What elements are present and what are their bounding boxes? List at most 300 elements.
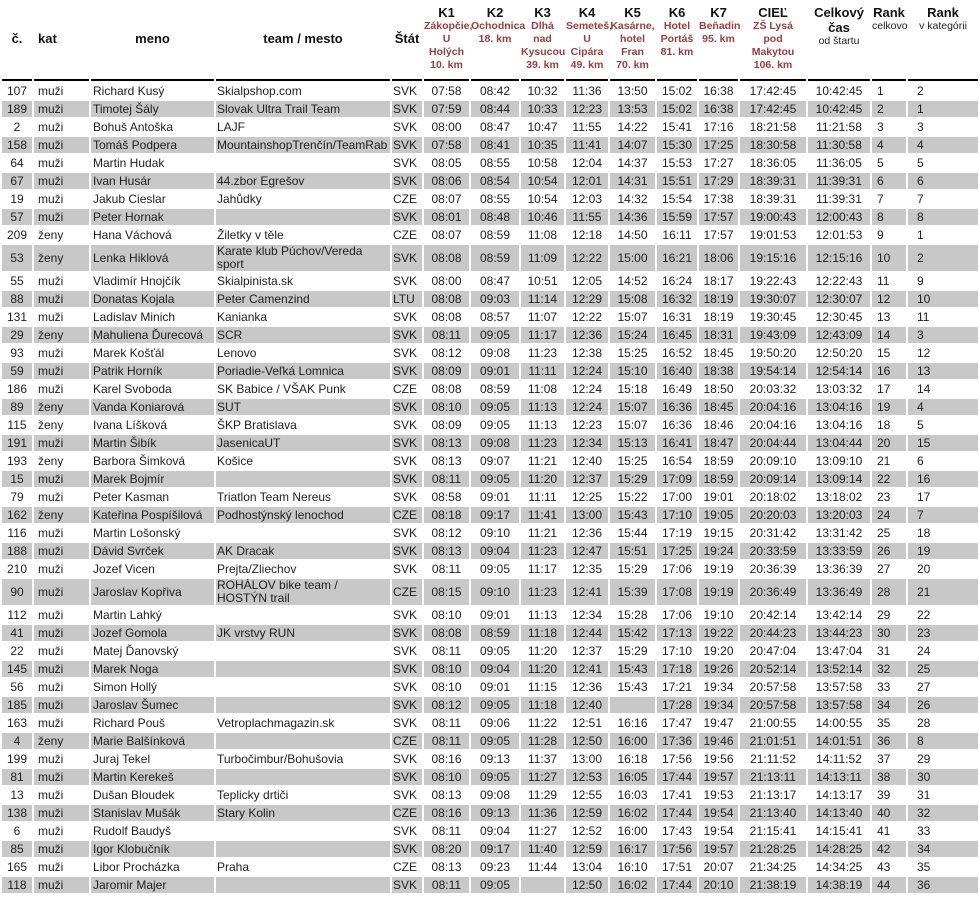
cell-k1: 08:12 <box>431 525 462 540</box>
cell-team <box>216 525 390 541</box>
cell-rank-kategoria: 26 <box>908 697 978 713</box>
cell-kat: muži <box>38 119 64 134</box>
cell-rank-kategoria: 18 <box>917 525 931 540</box>
cell-k2: 09:05 <box>471 769 519 785</box>
cell-k7: 19:57 <box>699 769 738 785</box>
cell-k7: 20:07 <box>703 859 734 874</box>
cell-rank-kategoria: 1 <box>917 227 924 242</box>
cell-celkovy: 12:22:43 <box>815 273 863 288</box>
column-header-stat <box>392 2 422 81</box>
cell-meno: Richard Kusý <box>93 83 165 98</box>
cell-k4: 12:05 <box>571 273 603 288</box>
cell-ciel: 19:30:07 <box>740 291 806 307</box>
cell-rank-celkovo: 16 <box>872 363 906 379</box>
cell-k4: 12:40 <box>571 453 603 468</box>
cell-k4: 12:24 <box>566 399 608 415</box>
cell-k5 <box>610 697 655 713</box>
cell-kat: muži <box>38 273 64 288</box>
cell-k6: 17:44 <box>657 877 697 893</box>
cell-team: Karate klub Púchov/Vereda sport <box>216 245 390 271</box>
cell-team: Poriadie-Veľká Lomnica <box>216 363 390 379</box>
cell-ciel: 20:47:04 <box>749 643 797 658</box>
cell-team <box>216 607 390 623</box>
cell-cislo: 22 <box>10 643 24 658</box>
cell-ciel: 18:30:58 <box>740 137 806 153</box>
cell-stat: SVK <box>393 273 418 288</box>
cell-k2: 08:57 <box>479 309 511 324</box>
cell-kat: muži <box>38 823 64 838</box>
cell-celkovy: 13:04:44 <box>808 435 870 451</box>
cell-celkovy: 12:00:43 <box>808 209 870 225</box>
cell-kat: ženy <box>34 733 89 749</box>
cell-k2: 09:04 <box>479 823 511 838</box>
cell-k6: 15:02 <box>657 101 697 117</box>
cell-team <box>216 209 390 225</box>
cell-k5: 15:29 <box>610 471 655 487</box>
cell-rank-kategoria: 25 <box>908 661 978 677</box>
cell-cislo: 90 <box>2 579 32 605</box>
cell-celkovy: 14:15:41 <box>815 823 863 838</box>
cell-celkovy: 13:31:42 <box>815 525 863 540</box>
cell-cislo: 64 <box>10 155 24 170</box>
cell-rank-celkovo: 35 <box>877 715 891 730</box>
column-distance: 39. km <box>526 59 559 71</box>
column-subtitle: Semeteš, U Cipára <box>566 20 613 58</box>
cell-k6: 17:28 <box>657 697 697 713</box>
cell-k2: 09:10 <box>471 579 519 605</box>
cell-k2: 08:55 <box>479 155 511 170</box>
cell-stat: SVK <box>393 787 418 802</box>
cell-rank-kategoria: 3 <box>917 119 924 134</box>
cell-k4: 12:47 <box>566 543 608 559</box>
cell-k6: 16:52 <box>661 345 693 360</box>
cell-rank-kategoria: 8 <box>908 209 978 225</box>
cell-k6: 15:54 <box>661 191 693 206</box>
cell-k6: 17:36 <box>657 733 697 749</box>
cell-k2: 09:06 <box>479 715 511 730</box>
cell-k3: 11:18 <box>521 697 564 713</box>
cell-meno: Stanislav Mušák <box>91 805 214 821</box>
cell-rank-celkovo: 22 <box>872 471 906 487</box>
cell-ciel: 20:09:10 <box>749 453 797 468</box>
table-row <box>2 435 978 451</box>
cell-k5: 16:05 <box>610 769 655 785</box>
cell-kat: muži <box>34 805 89 821</box>
cell-k7: 19:47 <box>703 715 734 730</box>
cell-k7: 17:38 <box>703 191 734 206</box>
cell-ciel: 20:44:23 <box>740 625 806 641</box>
column-distance: 81. km <box>660 46 694 58</box>
cell-rank-celkovo: 2 <box>872 101 906 117</box>
cell-rank-celkovo: 44 <box>872 877 906 893</box>
cell-k5: 15:24 <box>610 327 655 343</box>
cell-k4: 12:22 <box>571 309 603 324</box>
cell-ciel: 21:00:55 <box>749 715 797 730</box>
cell-rank-kategoria: 23 <box>908 625 978 641</box>
cell-k2: 09:05 <box>471 877 519 893</box>
cell-celkovy: 10:42:45 <box>808 101 870 117</box>
cell-celkovy: 10:42:45 <box>815 83 863 98</box>
cell-rank-celkovo: 41 <box>877 823 891 838</box>
cell-team: Peter Camenzind <box>216 291 390 307</box>
cell-ciel: 20:04:16 <box>740 399 806 415</box>
cell-kat: muži <box>34 841 89 857</box>
cell-team <box>216 733 390 749</box>
cell-k7: 16:38 <box>699 101 738 117</box>
cell-k1: 08:15 <box>424 579 469 605</box>
column-subtitle: Ochodnica <box>471 20 526 32</box>
cell-k2: 08:47 <box>479 273 511 288</box>
cell-k7: 17:16 <box>703 119 734 134</box>
cell-meno: Jakub Cieslar <box>93 191 166 206</box>
cell-celkovy: 13:03:32 <box>815 381 863 396</box>
cell-ciel: 18:36:05 <box>749 155 797 170</box>
cell-cislo: 88 <box>2 291 32 307</box>
cell-k7: 19:19 <box>699 579 738 605</box>
cell-k3: 10:46 <box>521 209 564 225</box>
cell-k6: 15:53 <box>661 155 693 170</box>
cell-stat: CZE <box>392 733 422 749</box>
cell-k3: 10:58 <box>527 155 558 170</box>
cell-k6: 17:51 <box>661 859 693 874</box>
cell-kat: muži <box>38 859 64 874</box>
cell-k1: 08:09 <box>431 417 462 432</box>
cell-cislo: 59 <box>2 363 32 379</box>
cell-rank-kategoria: 15 <box>908 435 978 451</box>
cell-k3: 11:08 <box>527 227 558 242</box>
column-header-rank-kategoria <box>908 2 978 81</box>
cell-kat: ženy <box>34 399 89 415</box>
cell-rank-celkovo: 8 <box>872 209 906 225</box>
cell-k2: 09:01 <box>479 607 511 622</box>
cell-celkovy: 14:00:55 <box>815 715 863 730</box>
cell-k1: 08:12 <box>431 345 462 360</box>
table-row <box>2 525 978 541</box>
cell-k4: 12:36 <box>566 327 608 343</box>
cell-rank-celkovo: 33 <box>877 679 891 694</box>
cell-k7: 17:57 <box>699 209 738 225</box>
cell-celkovy: 12:54:14 <box>808 363 870 379</box>
cell-stat: SVK <box>392 327 422 343</box>
cell-cislo: 41 <box>2 625 32 641</box>
cell-cislo: 193 <box>6 453 28 468</box>
cell-ciel: 20:42:14 <box>749 607 797 622</box>
cell-k5: 14:50 <box>617 227 648 242</box>
cell-k5: 15:13 <box>610 435 655 451</box>
column-header-k5 <box>610 2 655 81</box>
cell-k4: 12:23 <box>571 417 603 432</box>
cell-meno: Martin Šibík <box>91 435 214 451</box>
column-distance: 95. km <box>702 33 735 45</box>
column-header-meno <box>91 2 214 81</box>
cell-k4: 12:29 <box>566 291 608 307</box>
cell-k3: 10:54 <box>521 173 564 189</box>
cell-team: ŠKP Bratislava <box>217 417 297 432</box>
cell-kat: ženy <box>34 327 89 343</box>
cell-k7: 18:31 <box>699 327 738 343</box>
column-subtitle: Kasárne, hotel Fran <box>610 20 655 58</box>
cell-celkovy: 14:13:40 <box>808 805 870 821</box>
cell-meno: Patrik Horník <box>91 363 214 379</box>
cell-k1: 08:11 <box>424 471 469 487</box>
cell-k5: 15:29 <box>617 561 648 576</box>
cell-rank-kategoria: 11 <box>917 309 930 324</box>
cell-meno: Marek Košťál <box>93 345 165 360</box>
cell-kat: muži <box>34 291 89 307</box>
cell-k2: 09:04 <box>471 543 519 559</box>
cell-k7: 18:06 <box>699 245 738 271</box>
cell-k3: 11:20 <box>521 471 564 487</box>
cell-k1: 08:11 <box>424 733 469 749</box>
table-row <box>2 733 978 749</box>
cell-k2: 09:05 <box>479 561 511 576</box>
cell-rank-celkovo: 3 <box>877 119 884 134</box>
table-row <box>2 209 978 225</box>
cell-ciel: 20:36:49 <box>740 579 806 605</box>
cell-meno: Jaromir Majer <box>91 877 214 893</box>
table-row <box>2 859 978 875</box>
column-header-celkovy <box>808 2 870 81</box>
cell-k3: 11:13 <box>527 607 558 622</box>
cell-rank-celkovo: 40 <box>872 805 906 821</box>
cell-k1: 08:10 <box>424 769 469 785</box>
cell-k3: 11:17 <box>521 327 564 343</box>
cell-stat: SVK <box>392 877 422 893</box>
cell-celkovy: 11:39:31 <box>808 173 870 189</box>
cell-k3: 11:36 <box>521 805 564 821</box>
cell-kat: muži <box>38 751 64 766</box>
cell-k7: 17:25 <box>699 137 738 153</box>
cell-stat: SVK <box>393 715 418 730</box>
cell-celkovy: 13:42:14 <box>815 607 863 622</box>
cell-ciel: 21:13:11 <box>740 769 806 785</box>
cell-k3 <box>521 877 564 893</box>
cell-meno: Matej Ďanovský <box>93 643 179 658</box>
cell-k3: 11:22 <box>527 715 558 730</box>
cell-celkovy: 14:13:11 <box>808 769 870 785</box>
cell-cislo: 163 <box>6 715 28 730</box>
cell-k7: 19:20 <box>703 643 734 658</box>
cell-k3: 11:23 <box>521 543 564 559</box>
table-row <box>2 417 978 433</box>
table-row <box>2 137 978 153</box>
cell-k5: 16:02 <box>610 877 655 893</box>
cell-rank-kategoria: 27 <box>917 679 931 694</box>
cell-stat: CZE <box>392 805 422 821</box>
cell-k5: 15:00 <box>610 245 655 271</box>
cell-cislo: 191 <box>2 435 32 451</box>
cell-ciel: 20:20:03 <box>740 507 806 523</box>
column-title: K3 <box>534 5 551 20</box>
cell-stat: SVK <box>392 101 422 117</box>
cell-ciel: 20:09:14 <box>740 471 806 487</box>
cell-stat: CZE <box>393 859 417 874</box>
table-row <box>2 679 978 695</box>
table-row <box>2 697 978 713</box>
cell-k4: 12:40 <box>566 697 608 713</box>
cell-cislo: 55 <box>10 273 24 288</box>
cell-team: Podhostýnský lenochod <box>216 507 390 523</box>
cell-k3: 11:20 <box>521 661 564 677</box>
cell-k5: 15:51 <box>610 543 655 559</box>
cell-cislo: 210 <box>6 561 28 576</box>
column-header-k3 <box>521 2 564 81</box>
cell-k2: 08:59 <box>471 625 519 641</box>
cell-k5: 14:22 <box>617 119 648 134</box>
cell-team: Stary Kolin <box>216 805 390 821</box>
cell-k7: 19:22 <box>699 625 738 641</box>
cell-k6: 17:18 <box>657 661 697 677</box>
cell-celkovy: 14:01:51 <box>808 733 870 749</box>
header-row <box>2 2 978 81</box>
cell-k5: 15:42 <box>610 625 655 641</box>
cell-k1: 08:58 <box>431 489 462 504</box>
cell-k2: 09:13 <box>471 805 519 821</box>
table-row <box>2 273 978 289</box>
cell-rank-kategoria: 6 <box>917 453 924 468</box>
cell-ciel: 21:01:51 <box>740 733 806 749</box>
cell-ciel: 20:33:59 <box>740 543 806 559</box>
cell-cislo: 53 <box>2 245 32 271</box>
table-body <box>2 83 978 893</box>
cell-k4: 12:59 <box>566 841 608 857</box>
table-row <box>2 625 978 641</box>
table-row <box>2 715 978 731</box>
cell-stat: SVK <box>393 823 418 838</box>
cell-meno: Libor Procházka <box>93 859 180 874</box>
cell-k5: 16:18 <box>617 751 648 766</box>
cell-rank-kategoria: 30 <box>908 769 978 785</box>
column-distance: 10. km <box>430 59 463 71</box>
cell-meno: Dávid Svrček <box>91 543 214 559</box>
cell-rank-kategoria: 7 <box>908 507 978 523</box>
cell-rank-celkovo: 12 <box>872 291 906 307</box>
cell-meno: Timotej Šály <box>91 101 214 117</box>
cell-rank-celkovo: 39 <box>877 787 891 802</box>
cell-team <box>216 841 390 857</box>
cell-stat: SVK <box>392 363 422 379</box>
cell-k4: 11:55 <box>572 119 602 134</box>
cell-stat: CZE <box>393 227 417 242</box>
cell-k2: 09:05 <box>471 471 519 487</box>
cell-k4: 12:50 <box>566 733 608 749</box>
cell-stat: CZE <box>393 381 417 396</box>
cell-ciel: 20:03:32 <box>749 381 797 396</box>
cell-ciel: 21:11:52 <box>750 751 796 766</box>
column-header-rank-celkovo <box>872 2 906 81</box>
cell-ciel: 19:54:14 <box>740 363 806 379</box>
cell-meno: Barbora Šimková <box>93 453 186 468</box>
cell-rank-celkovo: 27 <box>877 561 891 576</box>
cell-meno: Marek Bojmír <box>91 471 214 487</box>
cell-k6: 17:13 <box>657 625 697 641</box>
cell-cislo: 188 <box>2 543 32 559</box>
cell-meno: Ivan Husár <box>91 173 214 189</box>
cell-k6: 17:08 <box>657 579 697 605</box>
column-title: meno <box>135 31 170 46</box>
cell-meno: Juraj Tekel <box>93 751 151 766</box>
column-distance: 49. km <box>570 59 604 71</box>
cell-team <box>216 823 390 839</box>
cell-rank-kategoria: 31 <box>917 787 931 802</box>
cell-team: 44.zbor Egrešov <box>216 173 390 189</box>
cell-kat: muži <box>38 489 64 504</box>
cell-k4: 12:55 <box>571 787 603 802</box>
cell-stat: CZE <box>392 507 422 523</box>
cell-rank-kategoria: 5 <box>917 155 924 170</box>
cell-cislo: 118 <box>2 877 32 893</box>
cell-k7: 18:45 <box>699 399 738 415</box>
cell-k3: 11:14 <box>521 291 564 307</box>
cell-stat: CZE <box>393 191 417 206</box>
cell-ciel: 20:57:58 <box>740 697 806 713</box>
cell-cislo: 162 <box>2 507 32 523</box>
cell-k7: 19:19 <box>703 561 734 576</box>
cell-rank-kategoria: 22 <box>917 607 931 622</box>
cell-cislo: 165 <box>6 859 28 874</box>
cell-k4: 11:41 <box>566 137 608 153</box>
cell-k4: 12:41 <box>566 579 608 605</box>
cell-k3: 11:13 <box>527 417 558 432</box>
cell-k4: 12:24 <box>571 381 603 396</box>
cell-celkovy: 11:36:05 <box>816 155 862 170</box>
cell-k2: 08:59 <box>479 227 511 242</box>
cell-rank-celkovo: 29 <box>877 607 891 622</box>
cell-k2: 09:08 <box>479 345 511 360</box>
cell-stat: SVK <box>393 643 418 658</box>
cell-rank-kategoria: 13 <box>908 363 978 379</box>
cell-stat: SVK <box>393 607 418 622</box>
column-header-kat <box>34 2 89 81</box>
table-header <box>2 2 978 81</box>
cell-k6: 17:00 <box>661 489 693 504</box>
cell-k3: 11:07 <box>527 309 558 324</box>
cell-kat: muži <box>34 543 89 559</box>
cell-k6: 17:21 <box>661 679 693 694</box>
cell-meno: Jozef Gomola <box>91 625 214 641</box>
table-row <box>2 101 978 117</box>
cell-stat: SVK <box>392 543 422 559</box>
cell-meno: Hana Váchová <box>93 227 172 242</box>
cell-k6: 16:45 <box>657 327 697 343</box>
cell-k7: 18:59 <box>703 453 734 468</box>
cell-meno: Richard Pouš <box>93 715 166 730</box>
cell-k1: 08:11 <box>431 643 462 658</box>
cell-k5: 14:37 <box>617 155 648 170</box>
cell-k3: 11:21 <box>527 453 558 468</box>
cell-k5: 16:10 <box>617 859 648 874</box>
cell-k2: 09:05 <box>471 697 519 713</box>
cell-ciel: 20:36:39 <box>749 561 797 576</box>
cell-k7: 18:47 <box>699 435 738 451</box>
cell-k7: 19:57 <box>699 841 738 857</box>
cell-k2: 08:41 <box>471 137 519 153</box>
cell-meno: Martin Kerekeš <box>91 769 214 785</box>
cell-k4: 12:51 <box>571 715 603 730</box>
table-row <box>2 363 978 379</box>
cell-celkovy: 13:57:58 <box>815 679 863 694</box>
column-title: Rank <box>873 5 905 20</box>
column-title: team / mesto <box>263 31 343 46</box>
cell-k5: 15:25 <box>617 345 648 360</box>
cell-k5: 16:02 <box>610 805 655 821</box>
cell-k1: 08:16 <box>424 805 469 821</box>
column-subtitle: od štartu <box>818 35 860 47</box>
cell-stat: SVK <box>392 769 422 785</box>
cell-k6: 16:49 <box>661 381 693 396</box>
cell-meno: Mahuliena Ďurecová <box>91 327 214 343</box>
cell-kat: muži <box>34 209 89 225</box>
